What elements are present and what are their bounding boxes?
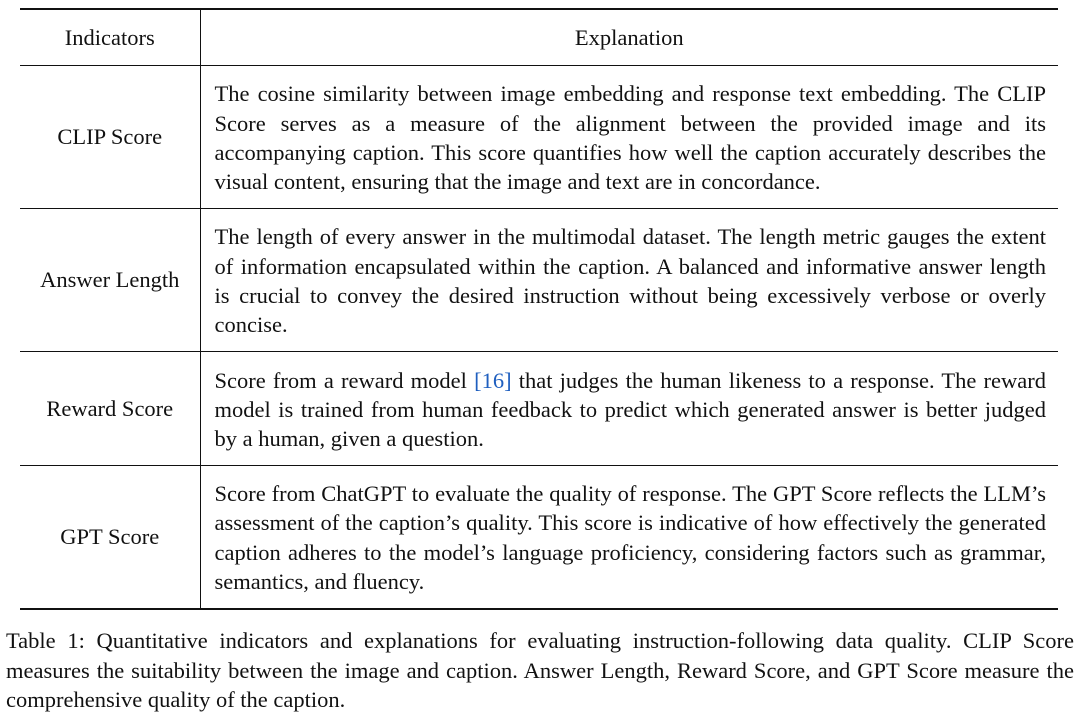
header-indicators: Indicators [20,9,200,66]
explanation-cell: The cosine similarity between image embedding and response text embedding. The CLIP Score serves as a measure of the alignment between the provided image and its accompanying caption. This score quantifies how well the caption accurately describes the visual content, ensuring that the image and text are in concordance. [214,81,1046,195]
table-caption: Table 1: Quantitative indicators and explanations for evaluating instruction-following data quality. CLIP Score measures the suitability between the image and caption. Answer Length, Reward Score, and GPT Score measure the comprehensive quality of the caption. [6,628,1074,712]
indicator-cell: CLIP Score [20,66,200,209]
indicator-cell: GPT Score [20,466,200,609]
explanation-text-part: Score from a reward model [214,367,475,393]
header-explanation: Explanation [574,24,684,50]
table-row-clip-score [20,66,1058,209]
indicator-cell: Reward Score [20,352,200,466]
indicators-table-container [20,8,1058,610]
table-row-answer-length [20,209,1058,352]
explanation-text-part: that judges the human likeness to a response. The reward model is trained from human feedback to predict which generated answer is better judged by a human, given a question. [214,367,1046,452]
indicator-cell: Answer Length [20,209,200,352]
explanation-cell [200,352,1058,466]
indicators-table [20,8,1058,610]
table-row-gpt-score [20,466,1058,609]
explanation-cell: Score from ChatGPT to evaluate the quality of response. The GPT Score reflects the LLM’s assessment of the caption’s quality. This score is indicative of how effectively the generated caption adheres to the model’s language proficiency, considering factors such as grammar, semantics, and fluency. [214,481,1046,595]
citation-link[interactable]: [16] [474,367,512,393]
explanation-cell: The length of every answer in the multimodal dataset. The length metric gauges the extent of information encapsulated within the caption. A balanced and informative answer length is crucial to convey the desired instruction without being excessively verbose or overly concise. [214,224,1046,338]
table-header-row [20,9,1058,66]
table-row-reward-score [20,352,1058,466]
